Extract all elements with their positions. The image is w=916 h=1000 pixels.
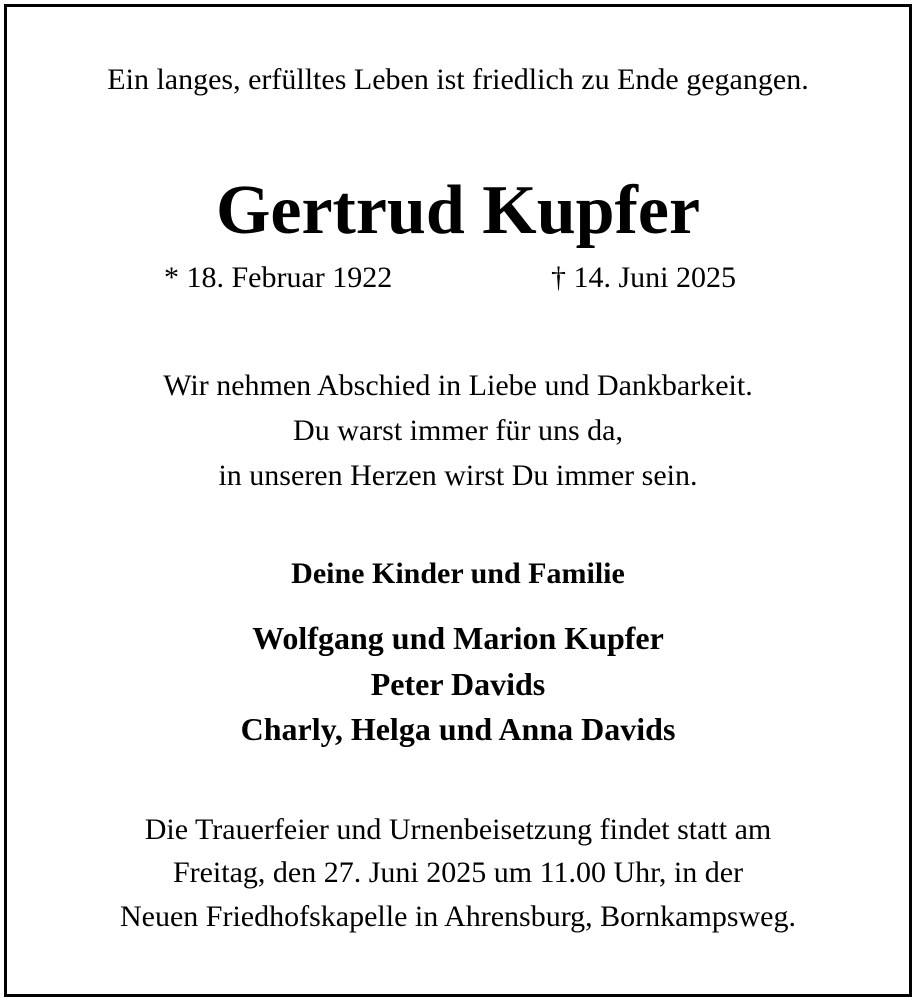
family-heading: Deine Kinder und Familie <box>291 557 625 590</box>
death-date: † 14. Juni 2025 <box>551 261 737 294</box>
verse-line: in unseren Herzen wirst Du immer sein. <box>218 459 698 492</box>
birth-date: * 18. Februar 1922 <box>164 261 393 294</box>
mourner-name: Peter Davids <box>370 666 546 702</box>
verse-line: Wir nehmen Abschied in Liebe und Dankbarkeit. <box>163 369 753 402</box>
funeral-notice-line: Neuen Friedhofskapelle in Ahrensburg, Bornkampsweg. <box>120 900 796 933</box>
verse-line: Du warst immer für uns da, <box>293 414 623 447</box>
mourner-name: Wolfgang und Marion Kupfer <box>252 620 664 656</box>
mourner-name: Charly, Helga und Anna Davids <box>240 711 676 747</box>
deceased-name: Gertrud Kupfer <box>215 172 701 249</box>
funeral-notice-line: Die Trauerfeier und Urnenbeisetzung findet statt am <box>144 813 772 846</box>
life-dates <box>0 258 916 298</box>
funeral-notice-line: Freitag, den 27. Juni 2025 um 11.00 Uhr, in der <box>172 856 744 889</box>
intro-text: Ein langes, erfülltes Leben ist friedlich zu Ende gegangen. <box>107 63 809 96</box>
